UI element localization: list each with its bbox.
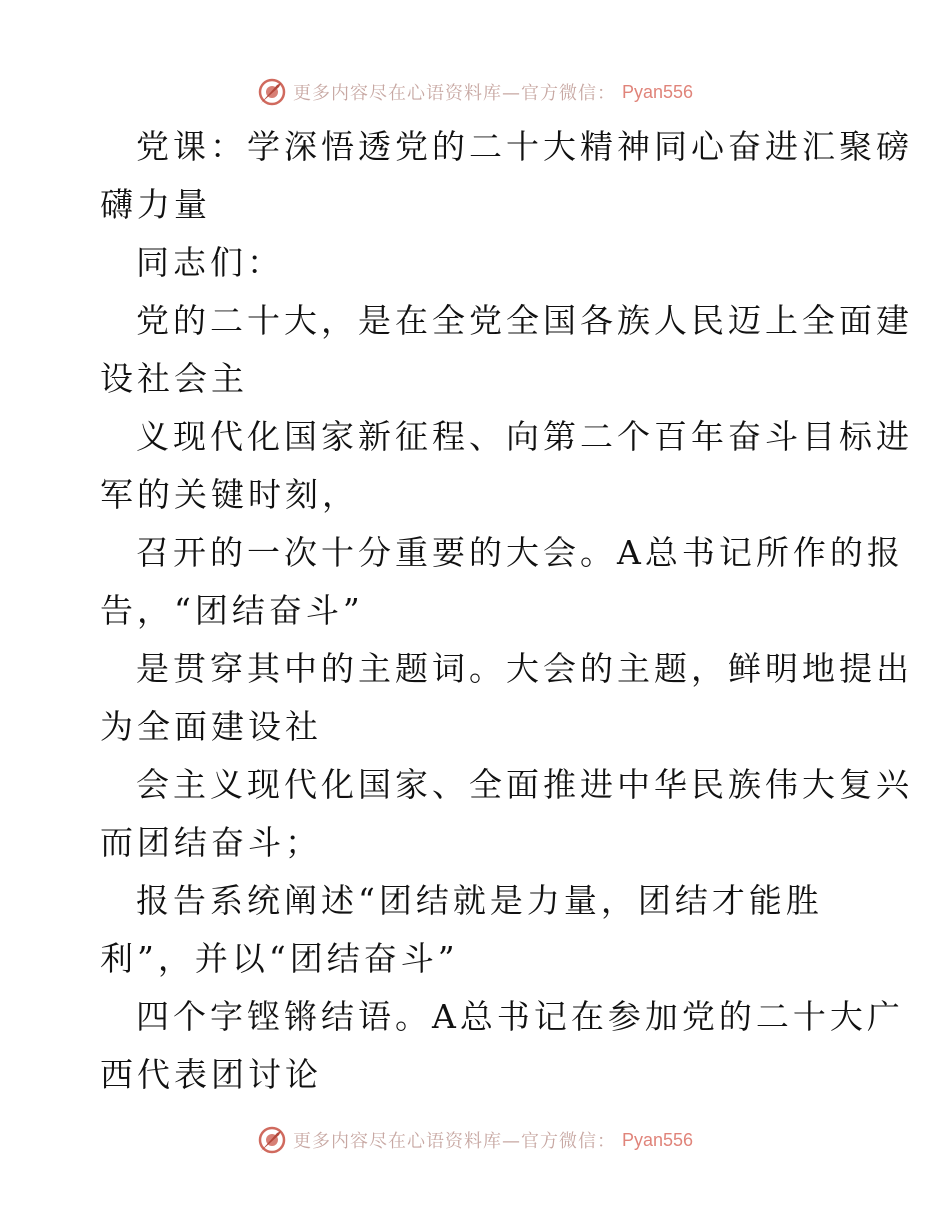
text-line: 召开的一次十分重要的大会。A总书记所作的报 xyxy=(136,533,904,572)
watermark-account: Pyan556 xyxy=(621,1129,694,1150)
quill-logo-icon xyxy=(257,1125,287,1155)
salutation-line: 同志们： xyxy=(136,243,284,282)
text-line: 报告系统阐述“团结就是力量，团结才能胜 xyxy=(136,881,823,920)
text-line: 而团结奋斗； xyxy=(100,823,322,862)
watermark-header xyxy=(0,72,950,112)
text-line: 会主义现代化国家、全面推进中华民族伟大复兴 xyxy=(136,765,913,804)
text-line: 利”，并以“团结奋斗” xyxy=(100,939,459,978)
title-line: 礴力量 xyxy=(100,185,211,224)
watermark-text: 更多内容尽在心语资料库—官方微信： xyxy=(292,83,616,104)
text-line: 西代表团讨论 xyxy=(100,1055,322,1094)
document-body xyxy=(100,118,913,1104)
watermark-account: Pyan556 xyxy=(621,81,694,102)
watermark-text: 更多内容尽在心语资料库—官方微信： xyxy=(292,1131,616,1152)
text-line: 为全面建设社 xyxy=(100,707,322,746)
quill-logo-icon xyxy=(257,77,287,107)
text-line: 党的二十大，是在全党全国各族人民迈上全面建 xyxy=(136,301,913,340)
text-line: 义现代化国家新征程、向第二个百年奋斗目标进 xyxy=(136,417,913,456)
text-line: 告，“团结奋斗” xyxy=(100,591,364,630)
text-line: 设社会主 xyxy=(100,359,248,398)
text-line: 军的关键时刻， xyxy=(100,475,359,514)
text-line: 四个字铿锵结语。A总书记在参加党的二十大广 xyxy=(136,997,904,1036)
watermark-footer xyxy=(0,1120,950,1160)
text-line: 是贯穿其中的主题词。大会的主题，鲜明地提出 xyxy=(136,649,913,688)
title-line: 党课：学深悟透党的二十大精神同心奋进汇聚磅 xyxy=(136,127,913,166)
